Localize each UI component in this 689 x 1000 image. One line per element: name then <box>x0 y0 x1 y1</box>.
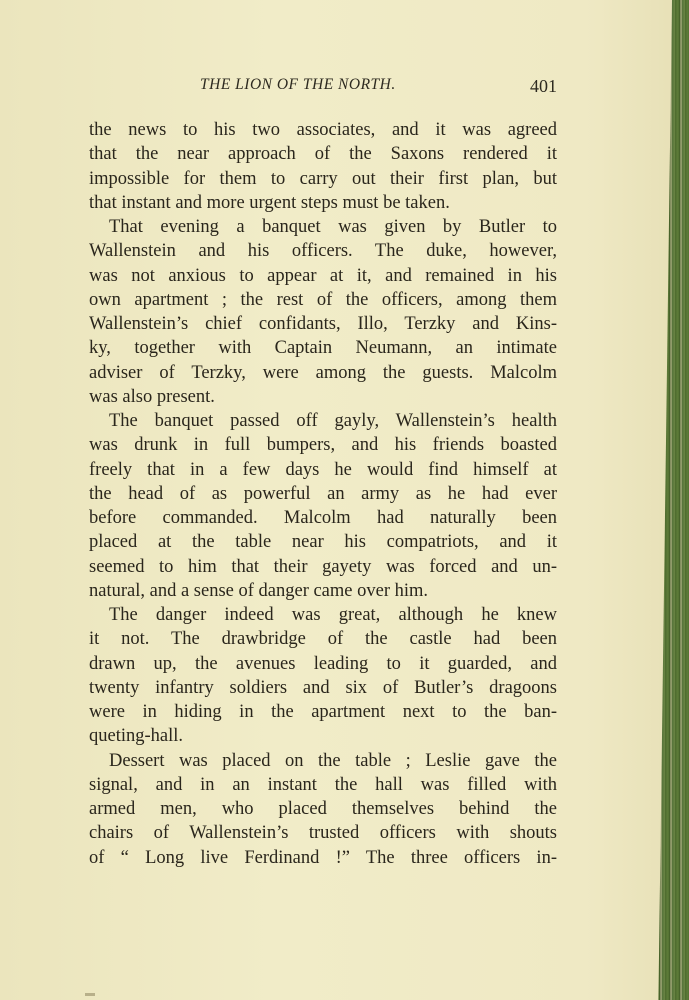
text-line: impossible for them to carry out their first plan, but <box>89 168 557 189</box>
text-line: freely that in a few days he would find himself at <box>89 459 557 480</box>
text-line: that the near approach of the Saxons rendered it <box>89 144 557 165</box>
text-line: own apartment ; the rest of the officers, among them <box>89 289 557 310</box>
text-line: the head of as powerful an army as he had ever <box>89 483 557 504</box>
text-line: before commanded. Malcolm had naturally been <box>89 508 557 528</box>
text-line: The banquet passed off gayly, Wallenstein’s health <box>109 411 557 431</box>
text-line: natural, and a sense of danger came over him. <box>89 580 429 601</box>
text-line: chairs of Wallenstein’s trusted officers with shouts <box>89 823 557 844</box>
text-line: were in hiding in the apartment next to the ban- <box>89 702 557 722</box>
text-line: Dessert was placed on the table ; Leslie gave the <box>109 750 557 771</box>
text-line: That evening a banquet was given by Butler to <box>109 217 557 237</box>
text-line: was drunk in full bumpers, and his friends boasted <box>89 435 557 456</box>
text-line: twenty infantry soldiers and six of Butler’s dragoons <box>89 677 557 698</box>
scan-mark <box>85 993 95 996</box>
text-line: drawn up, the avenues leading to it guarded, and <box>89 653 557 674</box>
text-line: signal, and in an instant the hall was filled with <box>89 774 557 795</box>
text-line: was not anxious to appear at it, and remained in his <box>89 265 557 286</box>
body-text <box>89 118 557 870</box>
text-line: Wallenstein’s chief confidants, Illo, Terzky and Kins- <box>89 314 557 334</box>
text-line: ky, together with Captain Neumann, an intimate <box>89 338 557 359</box>
text-line: the news to his two associates, and it was agreed <box>89 120 557 140</box>
page-number: 401 <box>530 76 557 96</box>
text-line: placed at the table near his compatriots, and it <box>89 532 557 553</box>
text-line: of “ Long live Ferdinand !” The three officers in- <box>89 847 557 868</box>
text-line: Wallenstein and his officers. The duke, however, <box>89 241 557 262</box>
text-line: seemed to him that their gayety was forced and un- <box>89 556 557 577</box>
text-line: queting-hall. <box>89 726 184 747</box>
text-line: was also present. <box>89 386 215 407</box>
text-line: armed men, who placed themselves behind the <box>89 799 557 819</box>
text-line: The danger indeed was great, although he knew <box>109 605 557 625</box>
text-line: that instant and more urgent steps must be taken. <box>89 192 450 213</box>
text-line: adviser of Terzky, were among the guests. Malcolm <box>89 362 557 383</box>
running-title: THE LION OF THE NORTH. <box>200 76 396 93</box>
text-line: it not. The drawbridge of the castle had been <box>89 629 557 650</box>
